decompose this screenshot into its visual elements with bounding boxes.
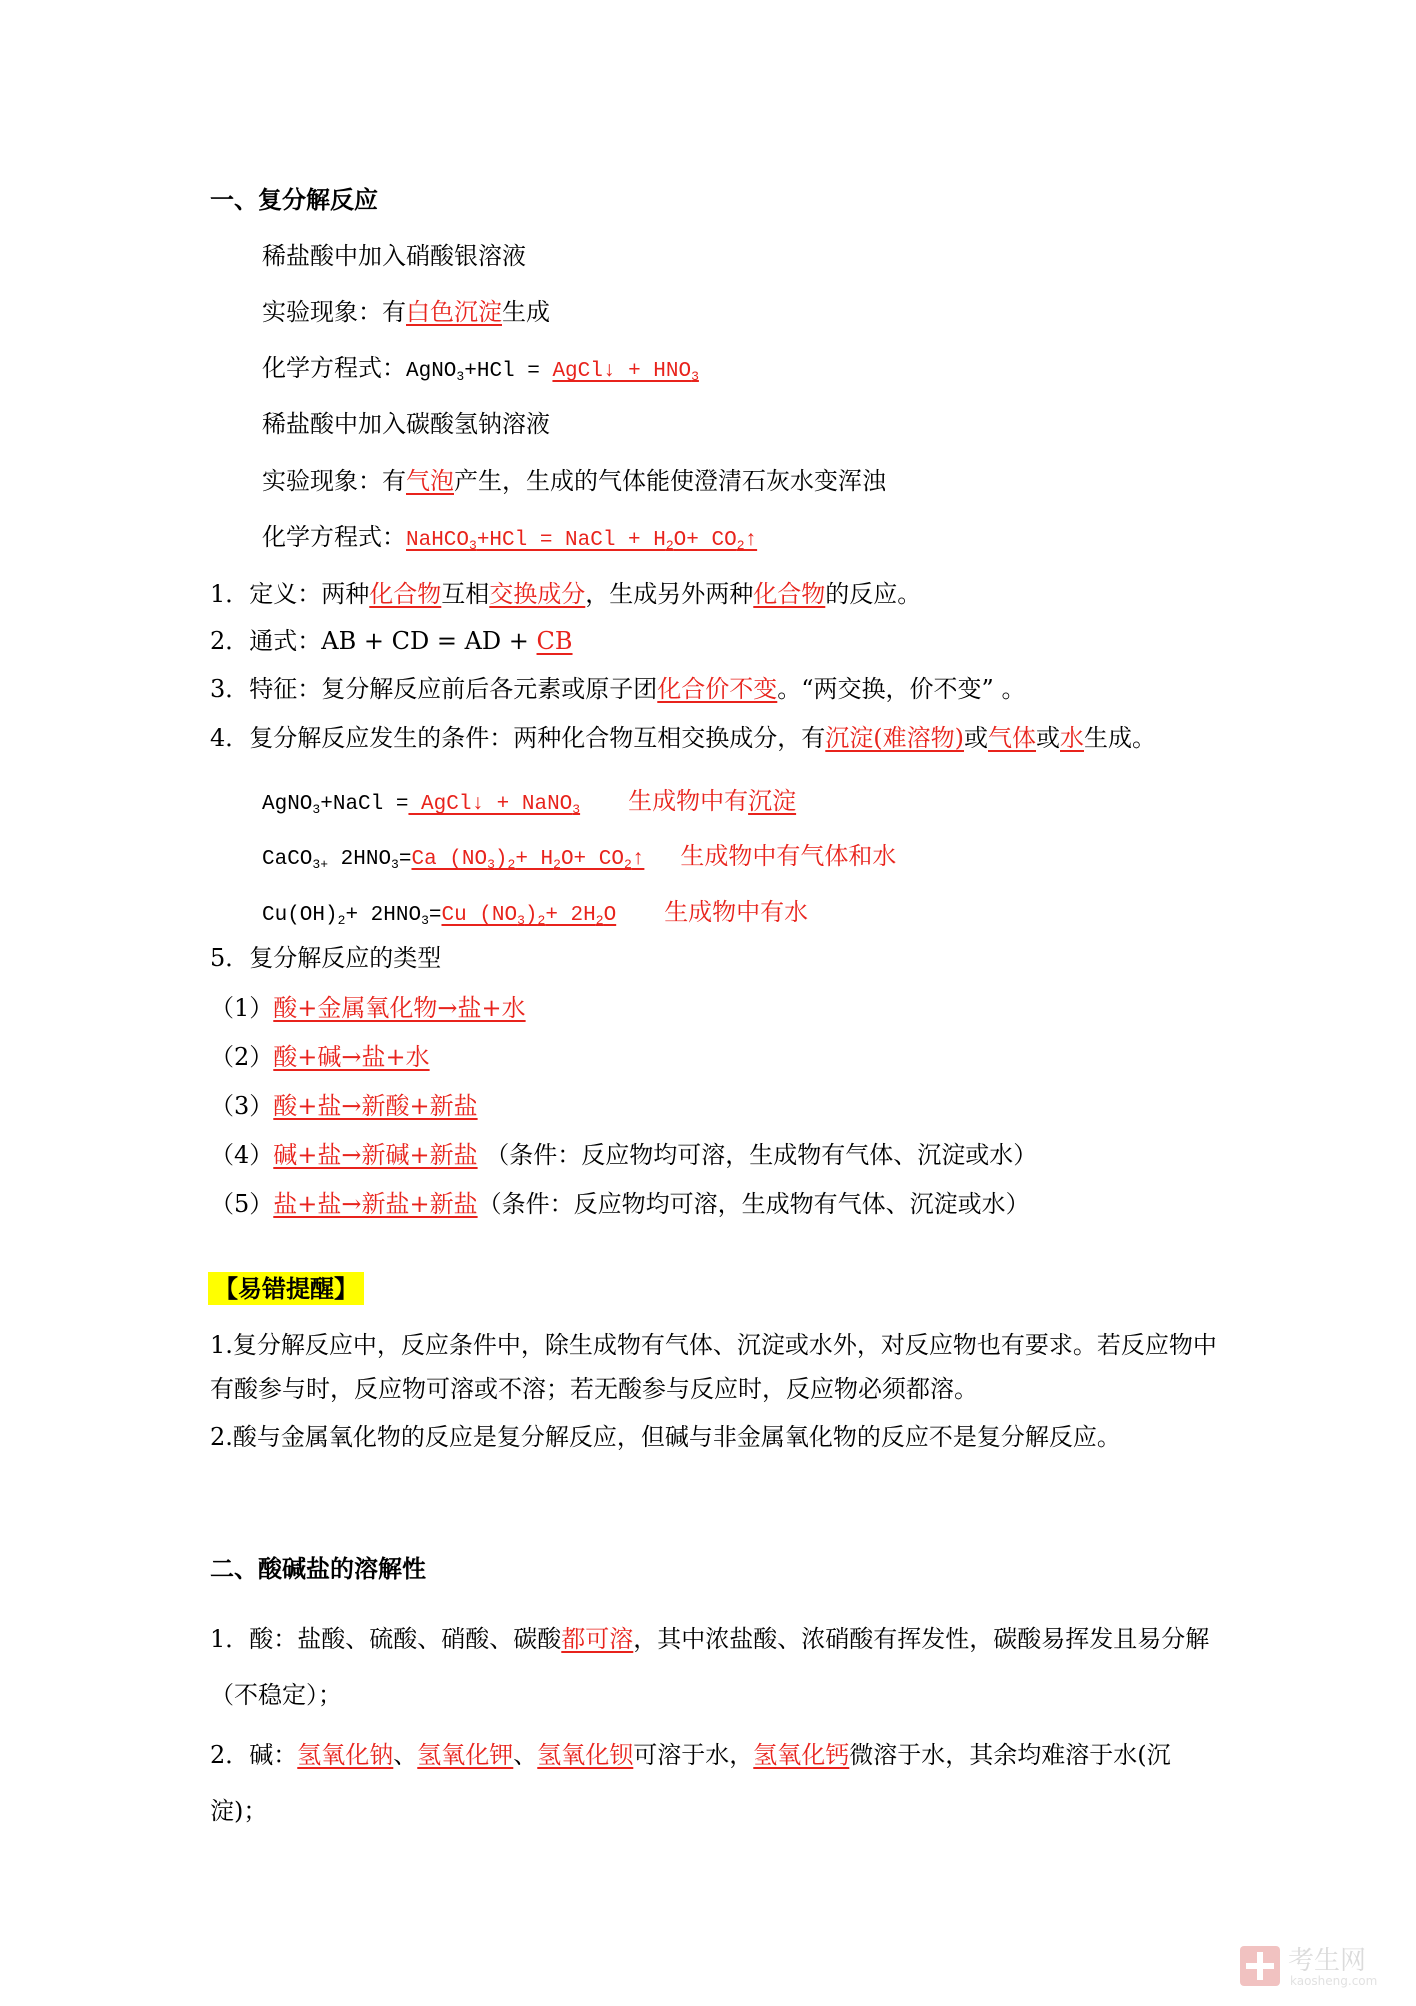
answer-blank: 都可溶 [561,1625,634,1653]
equation-note: 生成物中有 [628,787,749,815]
example1-title: 稀盐酸中加入硝酸银溶液 [262,242,526,270]
definition-line: 1．定义：两种化合物互相交换成分，生成另外两种化合物的反应。 [210,580,922,608]
example2-phenomenon [262,466,886,496]
example2-title: 稀盐酸中加入碳酸氢钠溶液 [262,410,550,438]
phenomenon-label: 实验现象：有 [262,467,406,495]
answer-blank: AgCl↓ + $HNO_3$ [552,360,699,384]
answer-blank: 化合价不变 [657,675,778,703]
section2-heading: 二、酸碱盐的溶解性 [210,1554,426,1583]
phenomenon-end: 生成 [502,298,550,326]
answer-blank: 化合物 [753,580,826,608]
equation-lhs: CaCO$_{3+}$ $2HNO_3=$ [262,848,412,872]
tip-label: 【易错提醒】 [208,1274,364,1304]
type-item: （2）酸+碱→盐+水 [210,1043,430,1071]
equation-note: 生成物中有水 [664,898,809,926]
answer-blank: 化合物 [369,580,442,608]
answer-blank: 沉淀(难溶物) [825,724,965,752]
type-item: （1）酸+金属氧化物→盐+水 [210,994,526,1022]
answer-blank: AgCl↓ + NaNO$_3$ [408,793,581,817]
answer-blank: 酸+盐→新酸+新盐 [273,1092,478,1120]
equation-label: 化学方程式： [262,354,406,382]
example1-equation [262,353,699,387]
section1-heading: 一、复分解反应 [210,185,378,214]
phenomenon-label: 实验现象：有 [262,298,406,326]
answer-blank: 盐+盐→新盐+新盐 [273,1190,478,1218]
type-item: （3）酸+盐→新酸+新盐 [210,1092,478,1120]
logo-icon [1238,1944,1282,1988]
equation-a [262,786,796,820]
equation-label: 化学方程式： [262,523,406,551]
answer-blank: 氢氧化钡 [537,1741,634,1769]
example2-equation [262,522,757,556]
acid-solubility: 1．酸：盐酸、硫酸、硝酸、碳酸都可溶，其中浓盐酸、浓硝酸有挥发性，碳酸易挥发且易分解（不稳定）； [210,1625,1210,1709]
answer-blank: 交换成分 [489,580,586,608]
answer-blank: NaHCO$_3$+HCl = NaCl + $H_2O+$ $CO_2↑$ [406,529,758,553]
answer-blank: 碱+盐→新碱+新盐 [273,1141,478,1169]
watermark-logo [1238,1940,1388,1996]
answer-blank: 水 [1060,724,1085,752]
answer-blank: 沉淀 [748,787,797,815]
types-title: 5．复分解反应的类型 [210,944,442,972]
condition-line: 4．复分解反应发生的条件：两种化合物互相交换成分，有沉淀(难溶物)或气体或水生成。 [210,724,1157,752]
tip-paragraph-2: 2.酸与金属氧化物的反应是复分解反应，但碱与非金属氧化物的反应不是复分解反应。 [210,1423,1121,1451]
answer-blank: 气泡 [406,467,454,495]
watermark-text: 考生网 [1288,1946,1367,1976]
type-item: （5）盐+盐→新盐+新盐（条件：反应物均可溶，生成物有气体、沉淀或水） [210,1190,1030,1218]
answer-blank: 酸+金属氧化物→盐+水 [273,994,526,1022]
answer-blank: 氢氧化钠 [297,1741,394,1769]
answer-blank: 氢氧化钾 [417,1741,514,1769]
general-formula-line: 2．通式：AB + CD = AD + CB [210,627,573,655]
answer-blank: CB [536,627,573,655]
feature-line: 3．特征：复分解反应前后各元素或原子团化合价不变。“两交换，价不变” 。 [210,675,1026,703]
tip-paragraph-1: 1.复分解反应中，反应条件中，除生成物有气体、沉淀或水外，对反应物也有要求。若反应物中有酸参与时，反应物可溶或不溶；若无酸参与反应时，反应物必须都溶。 [210,1331,1217,1403]
watermark-url: kaosheng.com [1290,1974,1378,1988]
base-solubility: 2．碱：氢氧化钠、氢氧化钾、氢氧化钡可溶于水，氢氧化钙微溶于水，其余均难溶于水(沉淀)； [210,1741,1171,1825]
answer-blank: Cu $(NO_3)_2+ 2H_2O$ [441,904,617,928]
equation-note: 生成物中有气体和水 [680,842,897,870]
answer-blank: 氢氧化钙 [753,1741,850,1769]
equation-lhs: $Cu(OH)_2+ 2HNO_3=$ [262,904,442,928]
equation-lhs: AgNO$_3$+HCl = [406,360,553,384]
type-item: （4）碱+盐→新碱+新盐 （条件：反应物均可溶，生成物有气体、沉淀或水） [210,1141,1038,1169]
equation-b [262,841,896,875]
answer-blank: Ca $(NO_3)_2+ H_2O+$ $CO_2↑$ [411,848,645,872]
answer-blank: 白色沉淀 [406,298,502,326]
example1-phenomenon [262,297,550,327]
phenomenon-end: 产生，生成的气体能使澄清石灰水变浑浊 [454,467,886,495]
equation-lhs: AgNO$_3$+NaCl = [262,793,409,817]
answer-blank: 气体 [988,724,1037,752]
answer-blank: 酸+碱→盐+水 [273,1043,430,1071]
equation-c [262,897,808,931]
